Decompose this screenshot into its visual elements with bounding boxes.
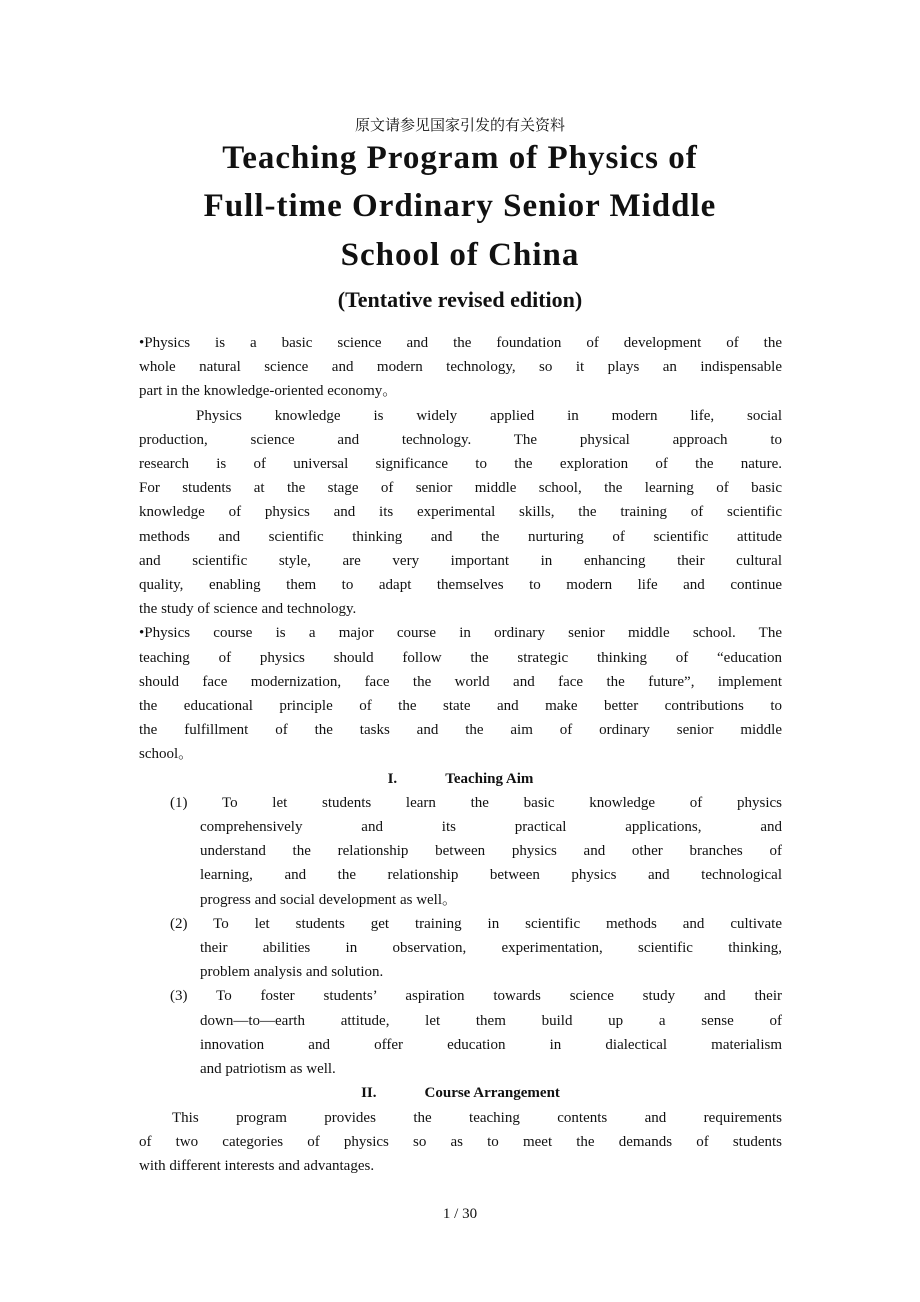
section-number: II. bbox=[361, 1085, 377, 1102]
item-number: (1) bbox=[170, 794, 188, 811]
text-line: methods and scientific thinking and the nurturing of scientific attitude bbox=[139, 528, 782, 545]
text-line: down—to—earth attitude, let them build up a sense of bbox=[200, 1012, 782, 1029]
text-line: production, science and technology. The physical approach to bbox=[139, 431, 782, 448]
item-number: (2) bbox=[170, 915, 188, 932]
text-line: school。 bbox=[139, 746, 194, 763]
text-line: their abilities in observation, experimentation, scientific thinking, bbox=[200, 940, 782, 957]
text-line: should face modernization, face the world and face the future”, implement bbox=[139, 673, 782, 690]
item-number: (3) bbox=[170, 988, 188, 1005]
text-line: and patriotism as well. bbox=[200, 1061, 336, 1078]
item-text: To let students get training in scientific methods and cultivate bbox=[213, 915, 782, 932]
section-number: I. bbox=[387, 770, 398, 787]
text-line: and scientific style, are very important in enhancing their cultural bbox=[139, 552, 782, 569]
text-line: the educational principle of the state and make better contributions to bbox=[139, 698, 782, 715]
text-line: with different interests and advantages. bbox=[139, 1157, 375, 1174]
section-title: Teaching Aim bbox=[445, 770, 534, 787]
text-line: research is of universal significance to the exploration of the nature. bbox=[139, 456, 782, 473]
text-line bbox=[170, 791, 782, 815]
text-line: For students at the stage of senior middle school, the learning of basic bbox=[139, 480, 782, 497]
text-line: •Physics is a basic science and the foundation of development of the bbox=[139, 335, 782, 351]
text-line bbox=[170, 984, 783, 1008]
aim-item-3 bbox=[139, 984, 782, 1081]
aim-item-2 bbox=[139, 912, 782, 985]
document-body bbox=[139, 331, 782, 1178]
text-line: learning, and the relationship between physics and technological bbox=[200, 867, 782, 884]
text-line bbox=[170, 912, 782, 936]
text-line: innovation and offer education in dialectical materialism bbox=[200, 1036, 782, 1053]
text-line: This program provides the teaching contents and requirements bbox=[172, 1109, 782, 1126]
paragraph-2 bbox=[139, 404, 782, 622]
text-line: comprehensively and its practical applications, and bbox=[200, 819, 782, 836]
item-text: To let students learn the basic knowledge of physics bbox=[221, 794, 782, 811]
section-heading-1 bbox=[139, 767, 782, 791]
text-line: problem analysis and solution. bbox=[200, 964, 384, 981]
text-line: understand the relationship between physics and other branches of bbox=[200, 843, 782, 860]
paragraph-1 bbox=[139, 331, 782, 404]
subtitle: (Tentative revised edition) bbox=[337, 287, 583, 312]
aim-item-1 bbox=[139, 791, 782, 912]
header-note: 原文请参见国家引发的有关资料 bbox=[354, 116, 565, 134]
text-line: quality, enabling them to adapt themselves to modern life and continue bbox=[139, 577, 782, 594]
text-line: of two categories of physics so as to meet the demands of students bbox=[139, 1133, 782, 1150]
item-text: To foster students’ aspiration towards science study and their bbox=[216, 988, 783, 1005]
title-line-3: School of China bbox=[340, 237, 580, 273]
title-line-1: Teaching Program of Physics of bbox=[222, 140, 698, 176]
text-line: teaching of physics should follow the strategic thinking of “education bbox=[139, 649, 782, 666]
text-line: knowledge of physics and its experimental skills, the training of scientific bbox=[139, 504, 782, 521]
text-line: •Physics course is a major course in ordinary senior middle school. The bbox=[139, 625, 782, 642]
title-line-2: Full-time Ordinary Senior Middle bbox=[203, 188, 717, 224]
text-line: the study of science and technology. bbox=[139, 601, 357, 618]
paragraph-4 bbox=[139, 1106, 782, 1179]
page-number: 1 / 30 bbox=[442, 1206, 478, 1222]
text-line: part in the knowledge-oriented economy。 bbox=[139, 383, 398, 400]
section-heading-2 bbox=[139, 1081, 782, 1105]
text-line: progress and social development as well。 bbox=[200, 891, 458, 908]
paragraph-3 bbox=[139, 621, 782, 766]
text-line: whole natural science and modern technology, so it plays an indispensable bbox=[139, 359, 782, 376]
text-line: the fulfillment of the tasks and the aim of ordinary senior middle bbox=[139, 722, 782, 739]
section-title: Course Arrangement bbox=[424, 1085, 560, 1102]
text-line: Physics knowledge is widely applied in modern life, social bbox=[196, 407, 782, 424]
